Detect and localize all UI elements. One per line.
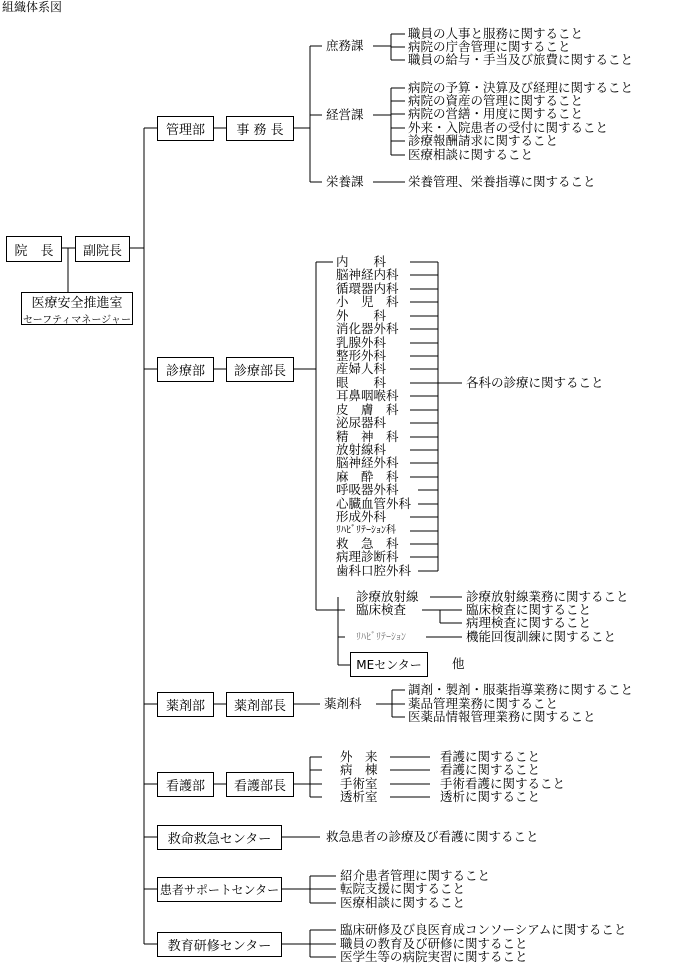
clinical-department: 脳神経内科 xyxy=(336,267,399,282)
clinical-department: 整形外科 xyxy=(336,348,387,363)
clinical-department: 心臓血管外科 xyxy=(336,496,412,511)
clinical-department: 産婦人科 xyxy=(336,361,387,376)
patient-support-center-box: 患者サポートセンター xyxy=(157,877,282,902)
clinical-department: 病理診断科 xyxy=(336,549,399,564)
clinical-department: ﾘﾊﾋﾞﾘﾃｰｼｮﾝ科 xyxy=(336,525,396,536)
nursing-unit: 手術室 xyxy=(340,776,378,791)
duty-text: 医薬品情報管理業務に関すること xyxy=(408,709,596,724)
clinical-department: 外 科 xyxy=(336,308,387,323)
duty-text: 職員の人事と服務に関すること xyxy=(408,26,584,41)
duty-text: 医療相談に関すること xyxy=(340,895,466,910)
education-center-box: 教育研修センター xyxy=(157,932,282,957)
clinical-department: 泌尿器科 xyxy=(336,415,387,430)
duty-text: 外来・入院患者の受付に関すること xyxy=(408,120,609,135)
departments-duty: 各科の診療に関すること xyxy=(466,375,604,390)
nursing-unit: 病 棟 xyxy=(340,762,378,777)
duty-text: 病院の予算・決算及び経理に関すること xyxy=(408,80,634,95)
duty-text: 医学生等の病院実習に関すること xyxy=(340,949,528,964)
nursing-unit: 透析室 xyxy=(340,789,378,804)
duty-text: 透析に関すること xyxy=(440,789,541,804)
duty-text: 病理検査に関すること xyxy=(466,615,592,630)
admin-head-box: 事 務 長 xyxy=(226,116,294,141)
duty-text: 機能回復訓練に関すること xyxy=(466,629,617,644)
clinical-department: 乳腺外科 xyxy=(336,335,387,350)
section-general-affairs: 庶務課 xyxy=(326,38,364,53)
emergency-center-box: 救命救急センター xyxy=(157,825,282,850)
duty-text: 調剤・製剤・服薬指導業務に関すること xyxy=(408,682,634,697)
admin-dept-box: 管理部 xyxy=(157,116,214,141)
clinical-department: 小 児 科 xyxy=(336,294,399,309)
duty-text: 診療報酬請求に関すること xyxy=(408,133,559,148)
clinical-dept-box: 診療部 xyxy=(157,357,214,382)
duty-text: 臨床研修及び良医育成コンソーシアムに関すること xyxy=(340,922,627,937)
pharmacy-dept-box: 薬剤部 xyxy=(157,692,214,717)
nursing-unit: 外 来 xyxy=(340,749,378,764)
duty-text: 診療放射線業務に関すること xyxy=(466,589,629,604)
director-box: 院 長 xyxy=(6,236,62,262)
nursing-head-box: 看護部長 xyxy=(226,772,294,797)
vice-director-box: 副院長 xyxy=(75,236,130,262)
clinical-department: 循環器内科 xyxy=(336,281,399,296)
clinical-department: 消化器外科 xyxy=(336,321,399,336)
section-management: 経営課 xyxy=(326,107,364,122)
duty-text: 栄養管理、栄養指導に関すること xyxy=(408,174,596,189)
clinical-department: 内 科 xyxy=(336,254,387,269)
support-rehab: ﾘﾊﾋﾞﾘﾃｰｼｮﾝ xyxy=(356,632,406,643)
support-radiology: 診療放射線 xyxy=(356,589,419,604)
pharmacy-section: 薬剤科 xyxy=(324,696,362,711)
clinical-department: 放射線科 xyxy=(336,442,387,457)
duty-text: 看護に関すること xyxy=(440,749,541,764)
clinical-department: 耳鼻咽喉科 xyxy=(336,388,399,403)
duty-text: 臨床検査に関すること xyxy=(466,602,592,617)
duty-text: 病院の営繕・用度に関すること xyxy=(408,106,584,121)
duty-text: 職員の給与・手当及び旅費に関すること xyxy=(408,52,634,67)
duty-text: 職員の教育及び研修に関すること xyxy=(340,936,528,951)
clinical-department: 麻 酔 科 xyxy=(336,469,399,484)
emergency-duty: 救急患者の診療及び看護に関すること xyxy=(326,829,539,844)
support-lab: 臨床検査 xyxy=(356,602,407,617)
other-label: 他 xyxy=(452,656,465,671)
clinical-department: 形成外科 xyxy=(336,509,387,524)
safety-manager-label: セーフティマネージャー xyxy=(23,314,131,326)
duty-text: 手術看護に関すること xyxy=(440,776,566,791)
me-center-box: MEセンター xyxy=(350,652,428,677)
section-nutrition: 栄養課 xyxy=(326,174,364,189)
duty-text: 病院の資産の管理に関すること xyxy=(408,93,584,108)
clinical-department: 救 急 科 xyxy=(336,536,399,551)
clinical-department: 皮 膚 科 xyxy=(336,402,399,417)
chart-title: 組織体系図 xyxy=(2,0,63,14)
duty-text: 転院支援に関すること xyxy=(340,881,466,896)
clinical-department: 眼 科 xyxy=(336,375,387,390)
duty-text: 看護に関すること xyxy=(440,762,541,777)
safety-office-label: 医療安全推進室 xyxy=(31,295,123,311)
clinical-head-box: 診療部長 xyxy=(226,357,294,382)
duty-text: 薬品管理業務に関すること xyxy=(408,696,559,711)
nursing-dept-box: 看護部 xyxy=(157,772,214,797)
pharmacy-head-box: 薬剤部長 xyxy=(226,692,294,717)
safety-office-box xyxy=(21,292,133,325)
duty-text: 紹介患者管理に関すること xyxy=(340,868,491,883)
duty-text: 病院の庁舎管理に関すること xyxy=(408,39,571,54)
clinical-department: 精 神 科 xyxy=(336,429,399,444)
clinical-department: 脳神経外科 xyxy=(336,455,399,470)
clinical-department: 歯科口腔外科 xyxy=(336,563,412,578)
clinical-department: 呼吸器外科 xyxy=(336,482,399,497)
duty-text: 医療相談に関すること xyxy=(408,147,534,162)
